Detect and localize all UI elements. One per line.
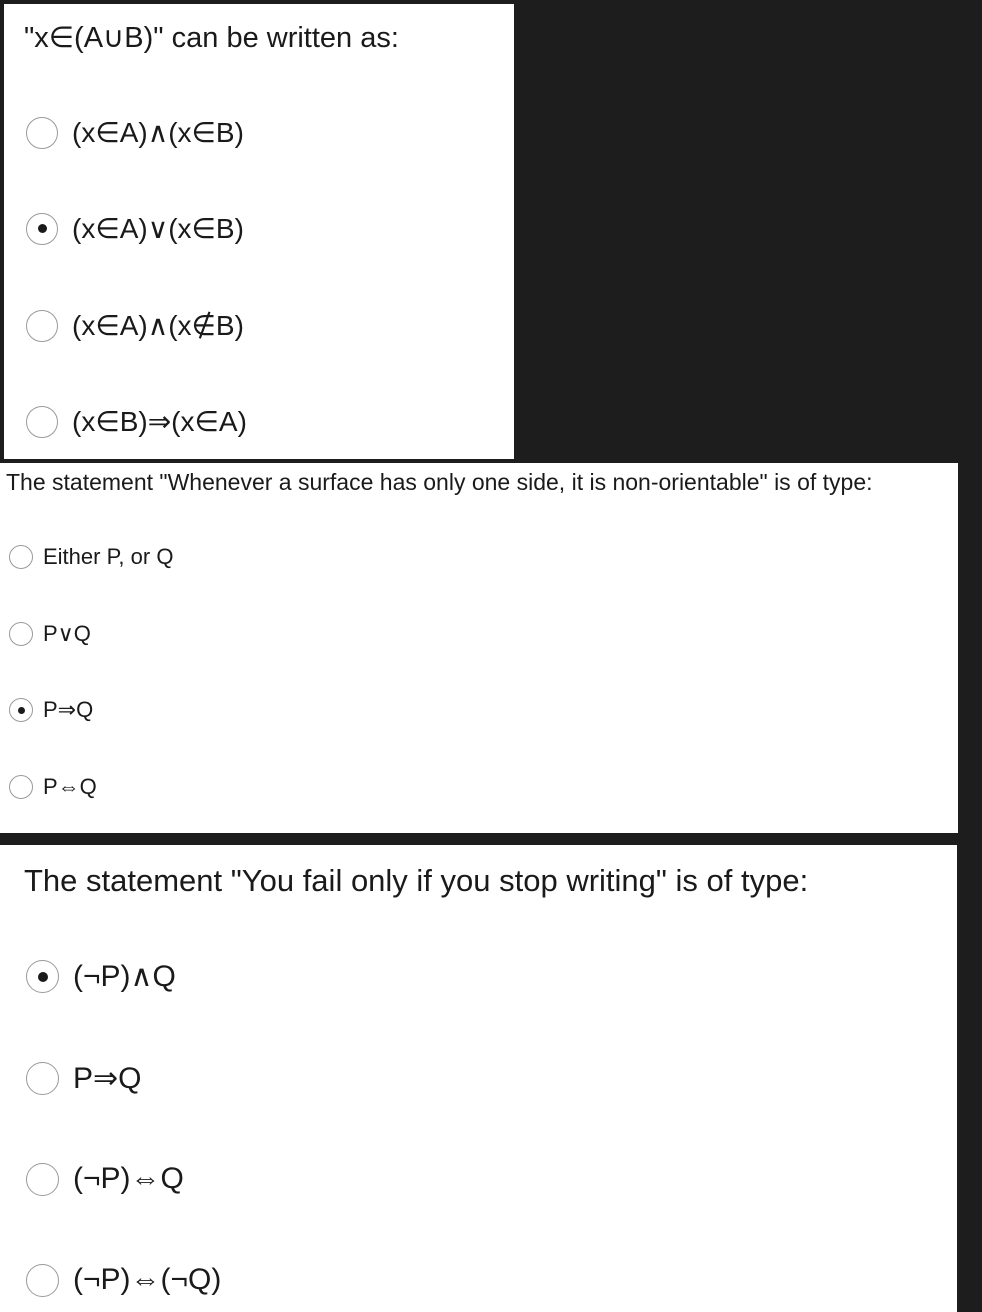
answer-option[interactable] (26, 959, 176, 994)
answer-option[interactable] (9, 774, 97, 800)
question-panel-3 (0, 845, 957, 1312)
option-label: (¬P)⇔(¬Q) (73, 1263, 222, 1296)
radio-button[interactable] (9, 622, 33, 646)
radio-button[interactable] (9, 545, 33, 569)
answer-option[interactable] (26, 1061, 141, 1096)
answer-option[interactable] (26, 1263, 221, 1297)
question-panel-2 (0, 463, 958, 833)
option-label: P⇒Q (43, 697, 94, 722)
answer-option[interactable] (26, 309, 244, 342)
answer-option[interactable] (9, 697, 93, 723)
option-label: (¬P)∧Q (73, 960, 176, 993)
option-label: (x∈A)∧(x∈B) (72, 117, 244, 148)
radio-button[interactable] (9, 775, 33, 799)
answer-option[interactable] (26, 116, 244, 149)
option-label: Either P, or Q (43, 544, 174, 569)
radio-button[interactable] (26, 406, 58, 438)
radio-button[interactable] (26, 213, 58, 245)
answer-option[interactable] (9, 544, 173, 570)
radio-button[interactable] (26, 117, 58, 149)
question-text: The statement "Whenever a surface has only one side, it is non-orientable" is of type: (6, 469, 873, 495)
answer-option[interactable] (26, 1162, 184, 1196)
radio-button[interactable] (26, 310, 58, 342)
radio-button[interactable] (26, 960, 59, 993)
option-label: (x∈A)∨(x∈B) (72, 213, 244, 244)
radio-button[interactable] (9, 698, 33, 722)
option-label: P∨Q (43, 621, 91, 646)
radio-button[interactable] (26, 1163, 59, 1196)
option-label: (x∈A)∧(x∉B) (72, 310, 244, 341)
question-text: The statement "You fail only if you stop writing" is of type: (24, 863, 809, 898)
question-panel-1 (4, 4, 514, 459)
radio-button[interactable] (26, 1264, 59, 1297)
option-label: P⇔Q (43, 774, 97, 799)
answer-option[interactable] (26, 212, 244, 245)
option-label: (x∈B)⇒(x∈A) (72, 406, 247, 437)
answer-option[interactable] (9, 621, 91, 647)
question-text: "x∈(A∪B)" can be written as: (24, 22, 399, 54)
option-label: P⇒Q (73, 1062, 142, 1095)
radio-button[interactable] (26, 1062, 59, 1095)
option-label: (¬P)⇔Q (73, 1162, 184, 1195)
answer-option[interactable] (26, 405, 247, 438)
